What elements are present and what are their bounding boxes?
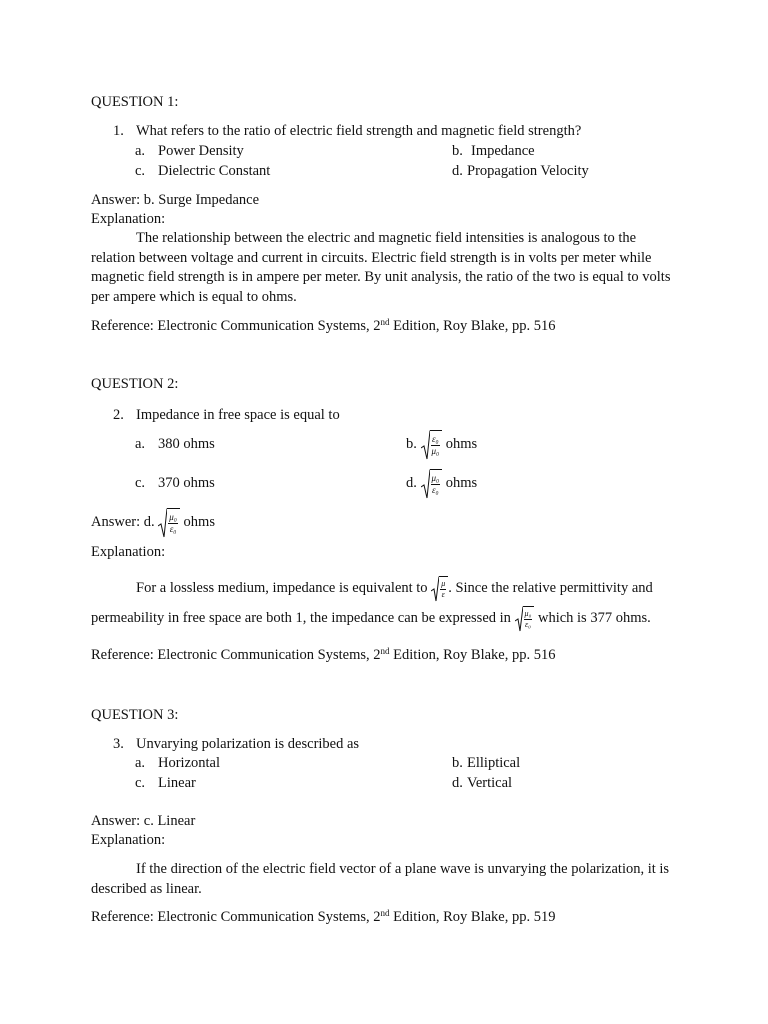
q3-choice-d: Vertical	[467, 775, 513, 791]
q3-choice-b-letter: b.	[452, 755, 463, 771]
q3-explanation: If the direction of the electric field vector of a plane wave is unvarying the polarization, it is described as linear.	[91, 861, 670, 897]
q1-choice-b-letter: b.	[452, 143, 463, 159]
q2-choice-c-letter: c.	[135, 475, 146, 491]
question-2-number: 2.	[113, 407, 124, 423]
q3-choice-a-letter: a.	[135, 755, 146, 771]
q1-answer: Answer: b. Surge Impedance	[91, 192, 260, 208]
question-3-number: 3.	[113, 736, 124, 752]
question-2-heading: QUESTION 2:	[91, 376, 179, 392]
q2-choice-a: 380 ohms	[158, 436, 215, 452]
q1-choice-a-letter: a.	[135, 143, 146, 159]
q1-explanation: The relationship between the electric and magnetic field intensities is analogous to the relation between voltage and current in circuits. Electric field strength is in volts per meter while magnetic field strength is in ampere per meter. By unit analysis, the ratio of the two is equal to volts per ampere which is equal to ohms.	[91, 230, 671, 305]
sqrt-fraction-inline-2: $\frac{\text{μ₀}}{\text{ε₀}}$	[515, 606, 535, 632]
q3-answer: Answer: c. Linear	[91, 813, 196, 829]
q1-choice-c: Dielectric Constant	[158, 163, 271, 179]
q3-explanation-label: Explanation:	[91, 832, 166, 848]
sqrt-fraction-b: $\frac{\text{ε₀}}{\text{μ₀}}$	[421, 430, 443, 460]
q2-choice-b: b. $\frac{\text{ε₀}}{\text{μ₀}}$ ohms	[406, 428, 477, 460]
question-1-heading: QUESTION 1:	[91, 94, 179, 110]
q3-choice-a: Horizontal	[158, 755, 221, 771]
question-3-text: Unvarying polarization is described as	[136, 736, 360, 752]
q1-explanation-label: Explanation:	[91, 211, 166, 227]
sqrt-fraction-inline-1: $\frac{\mu}{\varepsilon}$	[431, 576, 448, 602]
q1-choice-d-letter: d.	[452, 163, 463, 179]
q1-choice-d: Propagation Velocity	[467, 163, 589, 179]
q2-reference: Reference: Electronic Communication Systems, 2nd Edition, Roy Blake, pp. 516	[91, 646, 556, 663]
q2-choice-c: 370 ohms	[158, 475, 215, 491]
sqrt-fraction-answer: $\frac{\text{μ₀}}{\text{ε₀}}$	[158, 508, 180, 538]
q1-choice-c-letter: c.	[135, 163, 146, 179]
q2-choice-a-letter: a.	[135, 436, 146, 452]
q3-choice-d-letter: d.	[452, 775, 463, 791]
sqrt-fraction-d: $\frac{\text{μ₀}}{\text{ε₀}}$	[421, 469, 443, 499]
q1-choice-b: Impedance	[471, 143, 535, 159]
q1-choice-a: Power Density	[158, 143, 244, 159]
q3-reference: Reference: Electronic Communication Systems, 2nd Edition, Roy Blake, pp. 519	[91, 908, 556, 925]
q3-choice-b: Elliptical	[467, 755, 521, 771]
q2-answer: Answer: d. $\frac{\text{μ₀}}{\text{ε₀}}$ ohms	[91, 506, 215, 538]
q2-explanation-line-2: permeability in free space are both 1, the impedance can be expressed in $\frac{\text{μ₀}}{\text{ε₀}}$ which is 377 ohms.	[91, 604, 651, 632]
q3-choice-c: Linear	[158, 775, 196, 791]
question-2-text: Impedance in free space is equal to	[136, 407, 340, 423]
q2-explanation-line-1: For a lossless medium, impedance is equivalent to $\frac{\mu}{\varepsilon}$ . Since the relative permittivity and	[136, 574, 653, 602]
question-3-heading: QUESTION 3:	[91, 707, 179, 723]
q1-reference: Reference: Electronic Communication Systems, 2nd Edition, Roy Blake, pp. 516	[91, 317, 556, 334]
q2-explanation-label: Explanation:	[91, 544, 166, 560]
question-1-number: 1.	[113, 123, 124, 139]
q2-choice-d: d. $\frac{\text{μ₀}}{\text{ε₀}}$ ohms	[406, 467, 477, 499]
question-1-text: What refers to the ratio of electric field strength and magnetic field strength?	[136, 123, 582, 139]
q3-choice-c-letter: c.	[135, 775, 146, 791]
